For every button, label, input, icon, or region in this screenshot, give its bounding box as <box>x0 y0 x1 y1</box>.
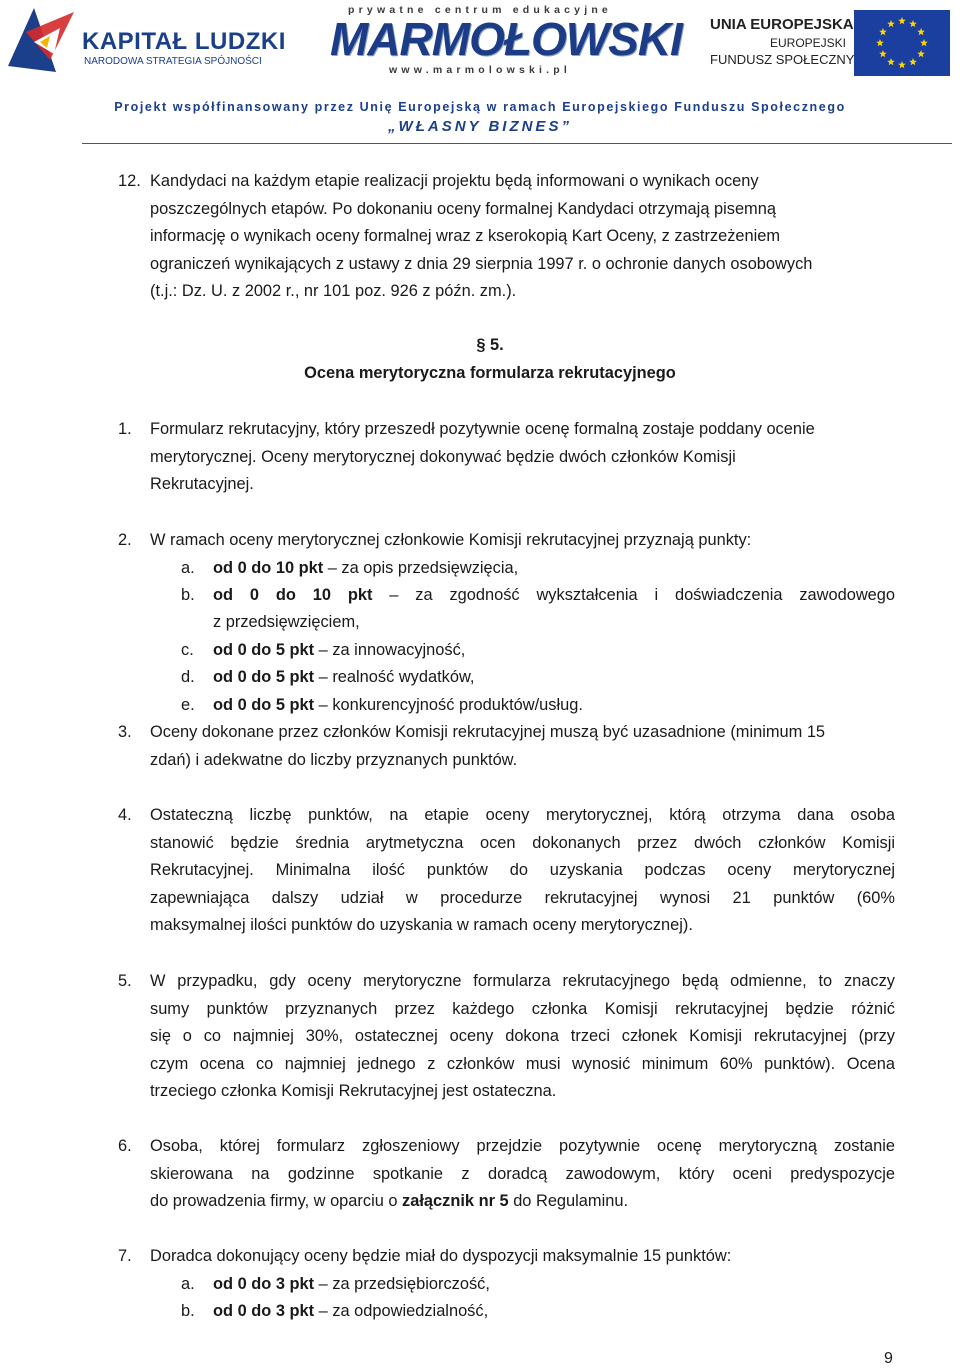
criterion-points: od 0 do 5 pkt <box>213 641 315 659</box>
criterion-b <box>213 582 895 610</box>
item-2-intro: W ramach oceny merytorycznej członkowie Komisji rekrutacyjnej przyznają punkty: <box>150 531 752 549</box>
item-7-intro: Doradca dokonujący oceny będzie miał do dyspozycji maksymalnie 15 punktów: <box>150 1247 732 1265</box>
item-1-text <box>150 416 895 499</box>
criterion-c <box>213 637 895 665</box>
marmolowski-url: www.marmolowski.pl <box>389 64 571 76</box>
criterion-letter: b. <box>181 586 195 604</box>
criterion-text: – za przedsiębiorczość, <box>314 1275 490 1293</box>
criterion-d <box>213 664 895 692</box>
criterion-letter: c. <box>181 641 194 659</box>
marmolowski-name: MARMOŁOWSKI <box>330 13 682 65</box>
item-12-line: poszczególnych etapów. Po dokonaniu oceny formalnej Kandydaci otrzymają pisemną <box>150 199 776 218</box>
kapital-ludzki-subtitle: NARODOWA STRATEGIA SPÓJNOŚCI <box>84 56 262 67</box>
eu-line1: UNIA EUROPEJSKA <box>710 16 854 33</box>
item-12-line: (t.j.: Dz. U. z 2002 r., nr 101 poz. 926 z późn. zm.). <box>150 282 517 300</box>
criterion-points: od 0 do 5 pkt <box>213 668 315 686</box>
criterion-points: od 0 do 10 pkt <box>213 586 373 604</box>
item-3-line: Oceny dokonane przez członków Komisji rekrutacyjnej muszą być uzasadnione (minimum 15 <box>150 723 826 741</box>
item-5-line: W przypadku, gdy oceny merytoryczne formularza rekrutacyjnego będą odmienne, to znaczy <box>150 972 895 990</box>
advisor-criterion-a <box>213 1271 895 1299</box>
advisor-criterion-b <box>213 1298 895 1326</box>
item-3-line: zdań) i adekwatne do liczby przyznanych punktów. <box>150 750 518 769</box>
item-4-line: Rekrutacyjnej. Minimalna ilość punktów do uzyskania podczas oceny merytorycznej <box>150 861 895 879</box>
criterion-text: – konkurencyjność produktów/usług. <box>314 696 583 714</box>
section-title: Ocena merytoryczna formularza rekrutacyjnego <box>304 364 676 382</box>
section-number: § 5. <box>476 336 504 354</box>
item-6-line: skierowana na godzinne spotkanie z doradcą zawodowym, który oceni predyspozycje <box>150 1164 895 1183</box>
item-12-line: Kandydaci na każdym etapie realizacji projektu będą informowani o wynikach oceny <box>150 172 759 190</box>
item-5-line: czym ocena co najmniej jednego z członków musi wynosić minimum 60% punktów). Ocena <box>150 1054 895 1073</box>
criterion-a <box>213 555 895 583</box>
criterion-points: od 0 do 3 pkt <box>213 1302 315 1320</box>
eu-line2: EUROPEJSKI <box>770 36 847 50</box>
item-6-line: Osoba, której formularz zgłoszeniowy przejdzie pozytywnie ocenę merytoryczną zostanie <box>150 1137 895 1155</box>
item-4-line: Ostateczną liczbę punktów, na etapie oceny merytorycznej, którą otrzyma dana osoba <box>150 806 895 824</box>
item-6-text <box>150 1133 895 1216</box>
project-cofinancing-line: Projekt współfinansowany przez Unię Europejską w ramach Europejskiego Funduszu Społecznego <box>114 100 846 114</box>
criterion-letter: b. <box>181 1302 195 1320</box>
item-1-line: Rekrutacyjnej. <box>150 475 254 493</box>
marmolowski-tagline: prywatne centrum edukacyjne <box>348 4 612 16</box>
item-5-line: sumy punktów przyznanych przez każdego członka Komisji rekrutacyjnej będzie różnić <box>150 999 895 1018</box>
criterion-b-continuation: z przedsięwzięciem, <box>213 613 360 631</box>
item-6-line-start: do prowadzenia firmy, w oparciu o <box>150 1192 403 1210</box>
item-12-line: informację o wynikach oceny formalnej wraz z kserokopią Kart Oceny, z zastrzeżeniem <box>150 227 781 245</box>
item-3-number: 3. <box>118 723 132 741</box>
item-1-number: 1. <box>118 420 132 438</box>
criterion-letter: a. <box>181 559 195 577</box>
criterion-text: – realność wydatków, <box>314 668 475 686</box>
item-6-number: 6. <box>118 1137 132 1155</box>
attachment-reference: załącznik nr 5 <box>402 1192 509 1210</box>
item-4-line: maksymalnej ilości punktów do uzyskania w ramach oceny merytorycznej). <box>150 916 693 934</box>
item-5-text <box>150 968 895 1106</box>
item-12-text <box>150 168 895 306</box>
item-4-line: zapewniająca dalszy udział w procedurze rekrutacyjnej wynosi 21 punktów (60% <box>150 888 895 907</box>
item-5-line: się o co najmniej 30%, ostatecznej oceny dokona trzeci członek Komisji rekrutacyjnej (przy <box>150 1027 895 1045</box>
criterion-text: – za innowacyjność, <box>314 641 466 659</box>
item-6-line-end: do Regulaminu. <box>508 1192 629 1210</box>
item-2-number: 2. <box>118 531 132 549</box>
criterion-letter: a. <box>181 1275 195 1293</box>
criterion-text: – za odpowiedzialność, <box>314 1302 489 1320</box>
item-6-line <box>150 1188 895 1216</box>
criterion-e <box>213 692 895 720</box>
item-4-number: 4. <box>118 806 132 824</box>
eu-line3: FUNDUSZ SPOŁECZNY <box>710 52 855 67</box>
criterion-points: od 0 do 10 pkt <box>213 559 324 577</box>
criterion-text: – za opis przedsięwzięcia, <box>323 559 519 577</box>
criterion-points: od 0 do 5 pkt <box>213 696 315 714</box>
item-5-line: trzeciego członka Komisji Rekrutacyjnej jest ostateczna. <box>150 1082 557 1100</box>
criterion-letter: d. <box>181 668 195 686</box>
page-number: 9 <box>884 1350 893 1367</box>
item-3-text <box>150 719 895 774</box>
criterion-points: od 0 do 3 pkt <box>213 1275 315 1293</box>
kapital-ludzki-title: KAPITAŁ LUDZKI <box>82 28 286 55</box>
item-7-number: 7. <box>118 1247 132 1265</box>
criterion-letter: e. <box>181 696 195 714</box>
item-12-number: 12. <box>118 172 141 190</box>
item-1-line: Formularz rekrutacyjny, który przeszedł pozytywnie ocenę formalną zostaje poddany ocenie <box>150 420 815 438</box>
item-12-line: ograniczeń wynikających z ustawy z dnia 29 sierpnia 1997 r. o ochronie danych osobowych <box>150 254 813 273</box>
item-1-line: merytorycznej. Oceny merytorycznej dokonywać będzie dwóch członków Komisji <box>150 447 736 466</box>
project-name: „WŁASNY BIZNES” <box>388 118 572 135</box>
item-5-number: 5. <box>118 972 132 990</box>
criterion-text: – za zgodność wykształcenia i doświadczenia zawodowego <box>372 586 896 604</box>
item-4-line: stanowić będzie średnia arytmetyczna ocen dokonanych przez dwóch członków Komisji <box>150 833 895 852</box>
item-4-text <box>150 802 895 940</box>
